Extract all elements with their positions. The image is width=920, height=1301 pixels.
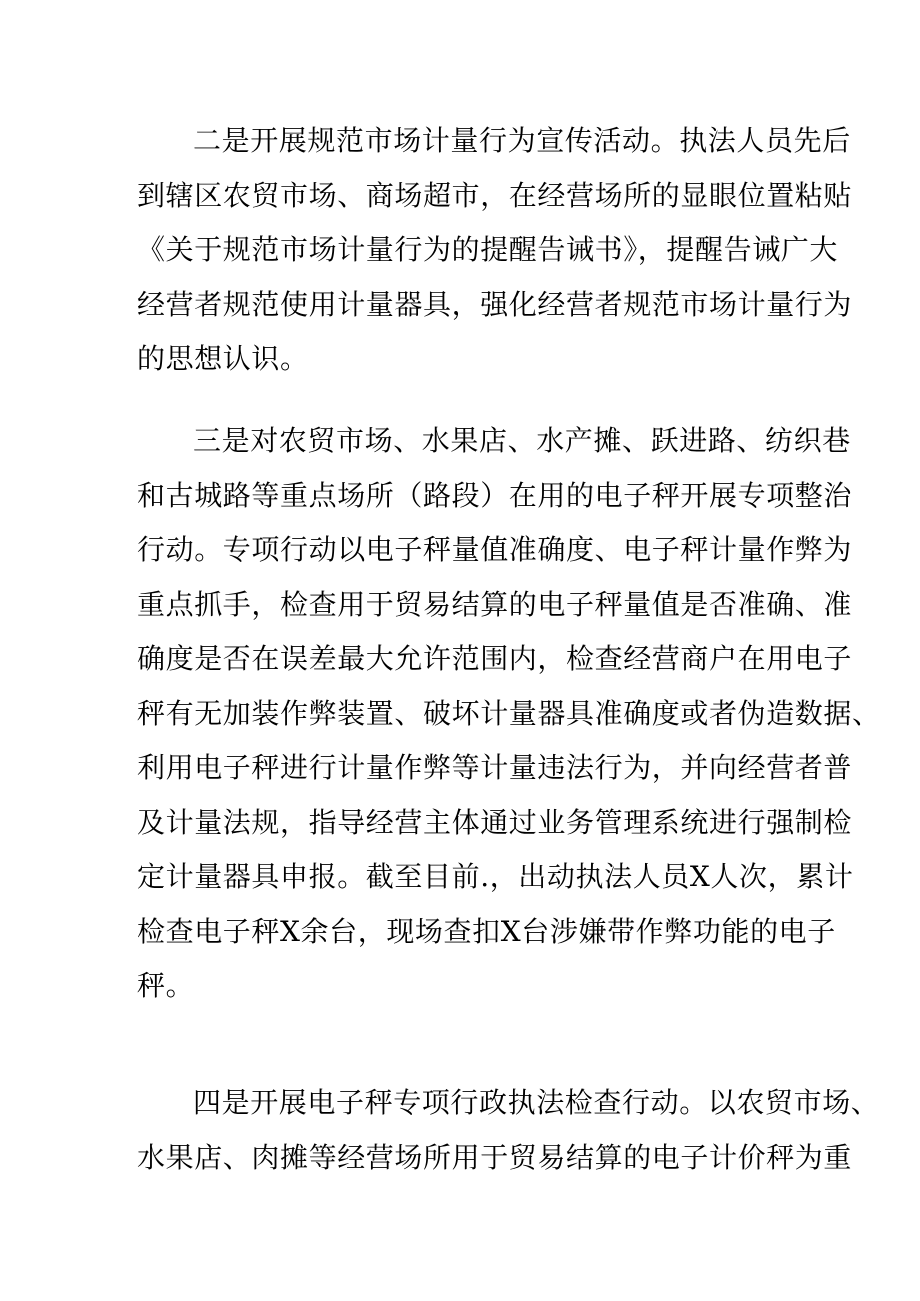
text-line: 重点抓手，检查用于贸易结算的电子秤量值是否准确、准: [137, 587, 853, 621]
text-line: 的思想认识。: [137, 342, 309, 375]
paragraph-4: [137, 1076, 880, 1185]
text-line: 《关于规范市场计量行为的提醒告诫书》，提醒告诫广大: [137, 233, 839, 266]
text-line: 四是开展电子秤专项行政执法检查行动。以农贸市场、: [193, 1086, 880, 1119]
text-line: 三是对农贸市场、水果店、水产摊、跃进路、纺织巷: [193, 424, 851, 457]
text-line: 秤有无加装作弊装置、破坏计量器具准确度或者伪造数据、: [137, 696, 881, 730]
text-line: 确度是否在误差最大允许范围内，检查经营商户在用电子: [137, 642, 853, 675]
text-line: 检查电子秤X余台，现场查扣X台涉嫌带作弊功能的电子: [137, 914, 836, 948]
text-line: 经营者规范使用计量器具，强化经营者规范市场计量行为: [137, 287, 853, 321]
text-line: 行动。专项行动以电子秤量值准确度、电子秤计量作弊为: [137, 533, 853, 566]
text-line: 利用电子秤进行计量作弊等计量违法行为，并向经营者普: [137, 751, 853, 784]
text-line: 定计量器具申报。截至目前.，出动执法人员X人次，累计: [137, 860, 854, 893]
paragraph-2: [137, 114, 853, 387]
paragraph-3: [137, 414, 881, 1014]
text-line: 和古城路等重点场所（路段）在用的电子秤开展专项整治: [137, 478, 853, 512]
text-line: 水果店、肉摊等经营场所用于贸易结算的电子计价秤为重: [137, 1140, 853, 1174]
text-line: 二是开展规范市场计量行为宣传活动。执法人员先后: [193, 124, 851, 157]
text-line: 及计量法规，指导经营主体通过业务管理系统进行强制检: [137, 805, 853, 839]
text-line: 到辖区农贸市场、商场超市，在经营场所的显眼位置粘贴: [137, 178, 853, 212]
text-line: 秤。: [137, 969, 195, 1002]
